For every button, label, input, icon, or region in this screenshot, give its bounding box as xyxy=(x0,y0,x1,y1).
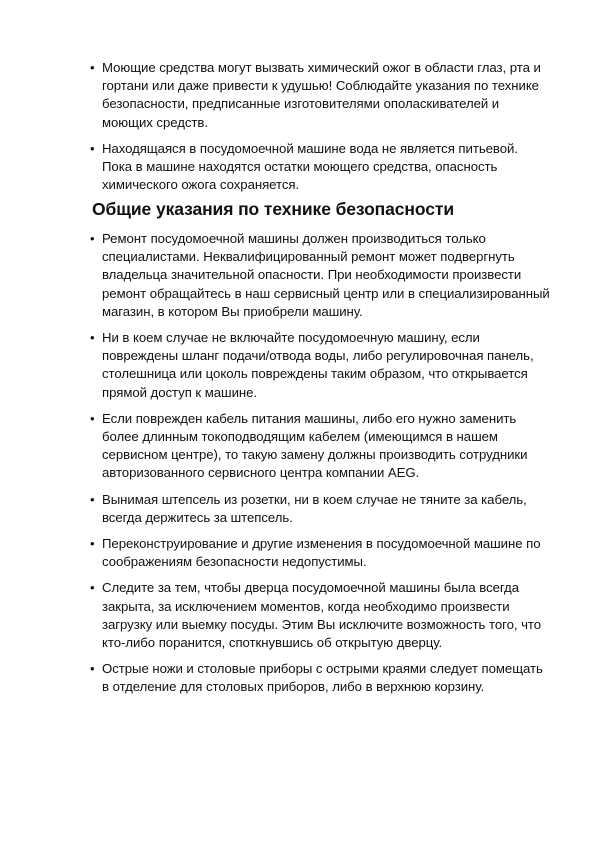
intro-bullet-item xyxy=(90,140,550,195)
safety-bullet-item xyxy=(90,410,550,483)
intro-bullet-item xyxy=(90,59,550,132)
bullet-icon: • xyxy=(90,410,95,426)
safety-bullet-text: Если поврежден кабель питания машины, либо его нужно заменить более длинным токоподводящим кабелем (имеющимся в нашем сервисном центре), то такую замену должны производить сотрудники авторизованного сервисного центра компании AEG. xyxy=(102,410,528,481)
bullet-icon: • xyxy=(90,580,95,596)
safety-bullet-text: Вынимая штепсель из розетки, ни в коем случае не тяните за кабель, всегда держитесь за штепсель. xyxy=(102,491,527,525)
safety-bullet-item xyxy=(90,579,550,652)
safety-bullet-text: Переконструирование и другие изменения в посудомоечной машине по соображениям безопасности недопустимы. xyxy=(102,536,541,570)
safety-bullet-text: Ни в коем случае не включайте посудомоечную машину, если повреждены шланг подачи/отвода воды, либо регулировочная панель, столешница или цоколь повреждены таким образом, что открывается прямой доступ к машине. xyxy=(102,330,534,400)
safety-bullet-text: Ремонт посудомоечной машины должен производиться только специалистами. Неквалифицированный ремонт может подвергнуть владельца значительной опасности. При необходимости произвести ремонт обращайтесь в наш сервисный центр или в специализированный магазин, в котором Вы приобрели машину. xyxy=(102,231,550,319)
bullet-icon: • xyxy=(90,661,95,677)
safety-bullet-item xyxy=(90,660,550,696)
bullet-icon: • xyxy=(90,60,95,75)
intro-bullet-text: Находящаяся в посудомоечной машине вода не является питьевой. Пока в машине находятся остатки моющего средства, опасность химического ожога сохраняется. xyxy=(102,140,518,193)
bullet-icon: • xyxy=(90,140,95,156)
safety-bullet-list xyxy=(90,230,550,705)
bullet-icon: • xyxy=(90,491,95,507)
bullet-icon: • xyxy=(90,231,95,246)
safety-bullet-text: Острые ножи и столовые приборы с острыми краями следует помещать в отделение для столовых приборов, либо в верхнюю корзину. xyxy=(102,661,543,695)
section-heading: Общие указания по технике безопасности xyxy=(92,199,455,219)
bullet-icon: • xyxy=(90,330,95,346)
intro-bullet-text: Моющие средства могут вызвать химический ожог в области глаз, рта и гортани или даже привести к удушью! Соблюдайте указания по технике безопасности, предписанные изготовителями ополаскивателей и моющих средств. xyxy=(102,60,541,130)
bullet-icon: • xyxy=(90,536,95,552)
safety-bullet-item xyxy=(90,329,550,402)
safety-bullet-text: Следите за тем, чтобы дверца посудомоечной машины была всегда закрыта, за исключением моментов, когда необходимо произвести загрузку или выемку посуды. Этим Вы исключите возможность того, что кто-либо поранится, споткнувшись об открытую дверцу. xyxy=(102,580,542,651)
safety-bullet-item xyxy=(90,491,550,527)
safety-bullet-item xyxy=(90,535,550,571)
safety-bullet-item xyxy=(90,230,550,321)
intro-bullet-list xyxy=(90,59,550,202)
